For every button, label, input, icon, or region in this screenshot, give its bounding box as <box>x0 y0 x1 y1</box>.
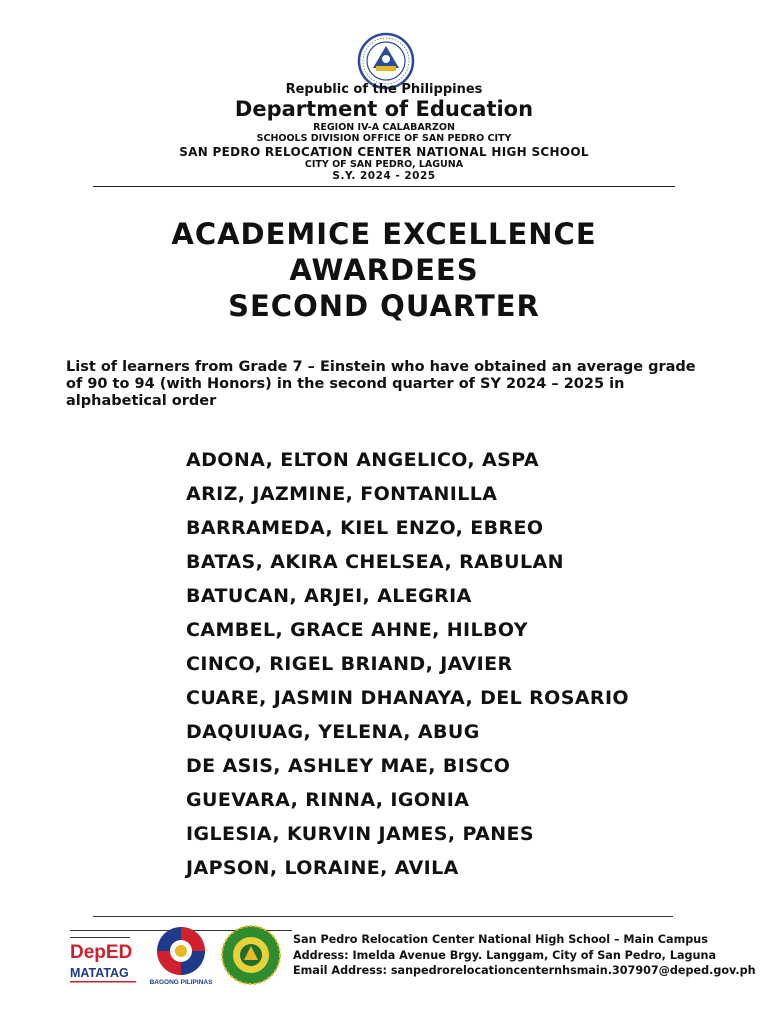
city: CITY OF SAN PEDRO, LAGUNA <box>304 159 464 170</box>
awardee-name: CAMBEL, GRACE AHNE, HILBOY <box>186 619 528 641</box>
title-line-1: ACADEMICE EXCELLENCE <box>171 217 597 251</box>
awardee-name: ADONA, ELTON ANGELICO, ASPA <box>186 449 539 471</box>
awardee-name: BATUCAN, ARJEI, ALEGRIA <box>186 585 472 607</box>
intro-paragraph: List of learners from Grade 7 – Einstein who have obtained an average grade of 90 to 94 (with Honors) in the second quarter of SY 2024 – 2025 in alphabetical order <box>66 359 696 409</box>
awardee-list <box>186 446 629 888</box>
awardee-name: CUARE, JASMIN DHANAYA, DEL ROSARIO <box>186 687 629 709</box>
svg-text:DepED <box>70 942 132 963</box>
school-name: SAN PEDRO RELOCATION CENTER NATIONAL HIGH SCHOOL <box>179 145 589 159</box>
awardee-name: BARRAMEDA, KIEL ENZO, EBREO <box>186 517 544 539</box>
awardee-name: IGLESIA, KURVIN JAMES, PANES <box>186 823 534 845</box>
awardee-name: ARIZ, JAZMINE, FONTANILLA <box>186 483 498 505</box>
region: REGION IV-A CALABARZON <box>313 122 455 133</box>
division: SCHOOLS DIVISION OFFICE OF SAN PEDRO CITY <box>256 133 512 144</box>
awardee-name: JAPSON, LORAINE, AVILA <box>186 857 459 879</box>
awardee-name: CINCO, RIGEL BRIAND, JAVIER <box>186 653 513 675</box>
deped-logo-text: DepED <box>70 942 133 963</box>
school-year: S.Y. 2024 - 2025 <box>332 170 436 182</box>
country-name: Republic of the Philippines <box>285 82 483 97</box>
footer-contact <box>293 932 756 979</box>
header-divider <box>93 186 675 187</box>
awardee-name: GUEVARA, RINNA, IGONIA <box>186 789 470 811</box>
awardee-name: DAQUIUAG, YELENA, ABUG <box>186 721 480 743</box>
page-title <box>0 216 768 324</box>
title-line-3: SECOND QUARTER <box>228 289 540 323</box>
svg-text:MATATAG <box>70 966 129 980</box>
deped-matatag-logo <box>68 938 140 988</box>
bagong-pilipinas-caption: BAGONG PILIPINAS <box>150 979 212 986</box>
bagong-pilipinas-logo <box>150 924 212 986</box>
footer-divider <box>93 916 673 917</box>
school-email: Email Address: sanpedrorelocationcenternhsmain.307907@deped.gov.ph <box>293 964 756 977</box>
department-name: Department of Education <box>234 97 534 121</box>
school-address: Address: Imelda Avenue Brgy. Langgam, City of San Pedro, Laguna <box>293 948 716 962</box>
title-line-2: AWARDEES <box>289 253 479 287</box>
matatag-logo-text: MATATAG <box>70 966 129 980</box>
awardee-name: DE ASIS, ASHLEY MAE, BISCO <box>186 755 511 777</box>
svg-text:BAGONG PILIPINAS <box>150 979 212 986</box>
school-seal-logo <box>218 924 284 986</box>
campus-name: San Pedro Relocation Center National High School – Main Campus <box>293 933 708 946</box>
awardee-name: BATAS, AKIRA CHELSEA, RABULAN <box>186 551 564 573</box>
